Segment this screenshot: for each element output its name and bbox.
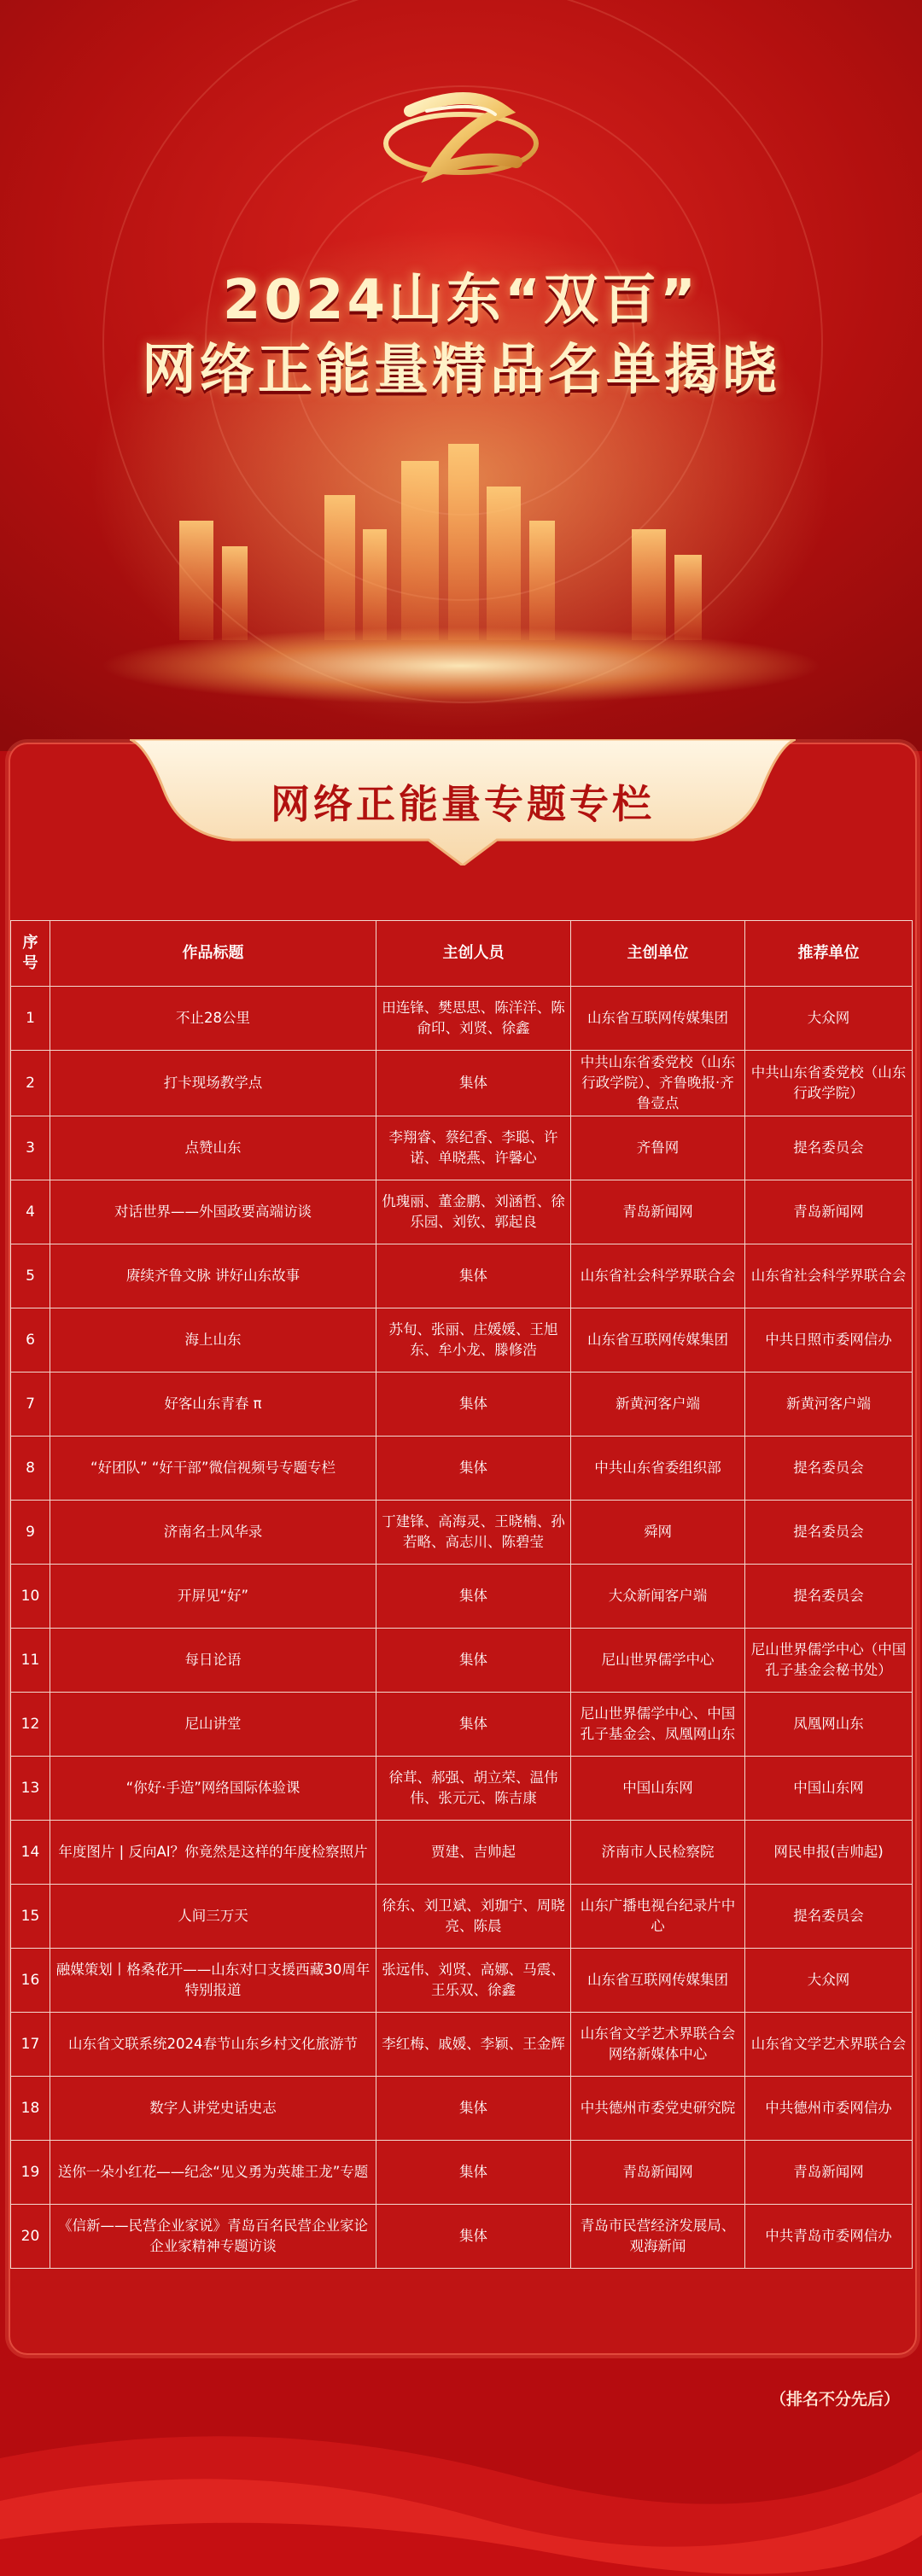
cell-index: 5: [11, 1244, 50, 1308]
light-glow-band: [0, 597, 922, 734]
cell-index: 10: [11, 1565, 50, 1629]
cell-recommender: 中共德州市委网信办: [745, 2077, 913, 2141]
cell-creators: 集体: [376, 1629, 571, 1693]
cell-index: 6: [11, 1308, 50, 1373]
cell-title: “好团队” “好干部”微信视频号专题专栏: [50, 1437, 376, 1501]
table-row: [11, 987, 913, 1051]
table-row: [11, 1437, 913, 1501]
cell-creators: 田连锋、樊思思、陈洋洋、陈俞印、刘贤、徐鑫: [376, 987, 571, 1051]
cell-title: 开屏见“好”: [50, 1565, 376, 1629]
cell-unit: 青岛新闻网: [571, 2141, 745, 2205]
cell-index: 19: [11, 2141, 50, 2205]
cell-recommender: 中国山东网: [745, 1757, 913, 1821]
cell-unit: 山东省互联网传媒集团: [571, 987, 745, 1051]
ranking-note: （排名不分先后）: [769, 2390, 900, 2409]
column-header-index: 序号: [11, 921, 50, 987]
cell-title: 赓续齐鲁文脉 讲好山东故事: [50, 1244, 376, 1308]
cell-creators: 贾建、吉帅起: [376, 1821, 571, 1885]
table-row: [11, 1180, 913, 1244]
cell-recommender: 大众网: [745, 1949, 913, 2013]
table-header-row: [11, 921, 913, 987]
decorative-bottom-waves: [0, 2356, 922, 2576]
cell-recommender: 提名委员会: [745, 1885, 913, 1949]
cell-recommender: 中共山东省委党校（山东行政学院）: [745, 1051, 913, 1116]
table-row: [11, 1693, 913, 1757]
cell-title: 对话世界——外国政要高端访谈: [50, 1180, 376, 1244]
cell-index: 1: [11, 987, 50, 1051]
cell-index: 18: [11, 2077, 50, 2141]
cell-recommender: 凤凰网山东: [745, 1693, 913, 1757]
cell-title: 每日论语: [50, 1629, 376, 1693]
cell-recommender: 青岛新闻网: [745, 2141, 913, 2205]
column-header-title: 作品标题: [50, 921, 376, 987]
cell-title: 《信新——民营企业家说》青岛百名民营企业家论企业家精神专题访谈: [50, 2205, 376, 2269]
cell-title: 山东省文联系统2024春节山东乡村文化旅游节: [50, 2013, 376, 2077]
table-row: [11, 2141, 913, 2205]
cell-recommender: 尼山世界儒学中心（中国孔子基金会秘书处）: [745, 1629, 913, 1693]
column-header-creators: 主创人员: [376, 921, 571, 987]
cell-creators: 徐茸、郝强、胡立荣、温伟伟、张元元、陈吉康: [376, 1757, 571, 1821]
cell-creators: 徐东、刘卫斌、刘珈宁、周晓亮、陈晨: [376, 1885, 571, 1949]
cell-recommender: 网民申报(吉帅起): [745, 1821, 913, 1885]
cell-title: 送你一朵小红花——纪念“见义勇为英雄王龙”专题: [50, 2141, 376, 2205]
cell-unit: 山东省社会科学界联合会: [571, 1244, 745, 1308]
cell-creators: 集体: [376, 1437, 571, 1501]
cell-index: 13: [11, 1757, 50, 1821]
cell-unit: 青岛市民营经济发展局、观海新闻: [571, 2205, 745, 2269]
cell-creators: 李翔睿、蔡纪香、李聪、许诺、单晓燕、许馨心: [376, 1116, 571, 1180]
table-row: [11, 1757, 913, 1821]
cell-creators: 集体: [376, 1051, 571, 1116]
cell-unit: 新黄河客户端: [571, 1373, 745, 1437]
cell-unit: 济南市人民检察院: [571, 1821, 745, 1885]
cell-recommender: 提名委员会: [745, 1501, 913, 1565]
column-header-recommender: 推荐单位: [745, 921, 913, 987]
page-title-line2: 网络正能量精品名单揭晓: [142, 339, 780, 402]
table-row: [11, 1821, 913, 1885]
cell-title: 融媒策划丨格桑花开——山东对口支援西藏30周年特别报道: [50, 1949, 376, 2013]
cell-creators: 集体: [376, 1373, 571, 1437]
cell-unit: 中国山东网: [571, 1757, 745, 1821]
cell-recommender: 提名委员会: [745, 1116, 913, 1180]
cell-unit: 青岛新闻网: [571, 1180, 745, 1244]
cell-unit: 山东省互联网传媒集团: [571, 1308, 745, 1373]
cell-index: 4: [11, 1180, 50, 1244]
table-row: [11, 1051, 913, 1116]
cell-recommender: 新黄河客户端: [745, 1373, 913, 1437]
cell-index: 15: [11, 1885, 50, 1949]
cell-index: 11: [11, 1629, 50, 1693]
cell-recommender: 山东省文学艺术界联合会: [745, 2013, 913, 2077]
cell-title: 海上山东: [50, 1308, 376, 1373]
cell-index: 12: [11, 1693, 50, 1757]
cell-creators: 张远伟、刘贤、高娜、马震、王乐双、徐鑫: [376, 1949, 571, 2013]
cell-title: 数字人讲党史话史志: [50, 2077, 376, 2141]
table-row: [11, 2013, 913, 2077]
table-row: [11, 1501, 913, 1565]
cell-unit: 山东省文学艺术界联合会网络新媒体中心: [571, 2013, 745, 2077]
cell-index: 14: [11, 1821, 50, 1885]
cell-title: 好客山东青春 π: [50, 1373, 376, 1437]
cell-recommender: 中共日照市委网信办: [745, 1308, 913, 1373]
cell-title: 年度图片 | 反向AI？你竟然是这样的年度检察照片: [50, 1821, 376, 1885]
golden-ribbon-logo-icon: [376, 77, 546, 205]
cell-title: 打卡现场教学点: [50, 1051, 376, 1116]
cell-title: 点赞山东: [50, 1116, 376, 1180]
cell-index: 8: [11, 1437, 50, 1501]
table-row: [11, 1308, 913, 1373]
table-row: [11, 1244, 913, 1308]
section-title: 网络正能量专题专栏: [271, 781, 655, 827]
table-row: [11, 1885, 913, 1949]
cell-unit: 中共德州市委党史研究院: [571, 2077, 745, 2141]
cell-index: 9: [11, 1501, 50, 1565]
cell-index: 17: [11, 2013, 50, 2077]
cell-title: 不止28公里: [50, 987, 376, 1051]
cell-creators: 集体: [376, 2077, 571, 2141]
cell-index: 7: [11, 1373, 50, 1437]
cell-index: 2: [11, 1051, 50, 1116]
table-row: [11, 1373, 913, 1437]
cell-creators: 集体: [376, 1244, 571, 1308]
cell-recommender: 提名委员会: [745, 1437, 913, 1501]
cell-creators: 集体: [376, 2141, 571, 2205]
cell-unit: 山东省互联网传媒集团: [571, 1949, 745, 2013]
cell-index: 20: [11, 2205, 50, 2269]
works-table: [10, 920, 913, 2269]
page-title-line1: 2024山东“双百”: [222, 269, 700, 332]
cell-title: 尼山讲堂: [50, 1693, 376, 1757]
table-row: [11, 2077, 913, 2141]
cell-recommender: 青岛新闻网: [745, 1180, 913, 1244]
cell-creators: 仇瑰丽、董金鹏、刘涵哲、徐乐园、刘钦、郭起良: [376, 1180, 571, 1244]
hero-banner: [0, 0, 922, 751]
cell-creators: 集体: [376, 1565, 571, 1629]
cell-unit: 山东广播电视台纪录片中心: [571, 1885, 745, 1949]
cell-recommender: 提名委员会: [745, 1565, 913, 1629]
table-row: [11, 1629, 913, 1693]
cell-creators: 李红梅、戚媛、李颖、王金辉: [376, 2013, 571, 2077]
table-row: [11, 1565, 913, 1629]
table-row: [11, 1949, 913, 2013]
cell-recommender: 中共青岛市委网信办: [745, 2205, 913, 2269]
cell-index: 3: [11, 1116, 50, 1180]
cell-unit: 中共山东省委组织部: [571, 1437, 745, 1501]
column-header-unit: 主创单位: [571, 921, 745, 987]
table-row: [11, 1116, 913, 1180]
cell-unit: 尼山世界儒学中心: [571, 1629, 745, 1693]
cell-title: 人间三万天: [50, 1885, 376, 1949]
cell-title: 济南名士风华录: [50, 1501, 376, 1565]
table-row: [11, 2205, 913, 2269]
cell-index: 16: [11, 1949, 50, 2013]
cell-unit: 齐鲁网: [571, 1116, 745, 1180]
cell-recommender: 山东省社会科学界联合会: [745, 1244, 913, 1308]
cell-creators: 集体: [376, 1693, 571, 1757]
cell-unit: 中共山东省委党校（山东行政学院）、齐鲁晚报·齐鲁壹点: [571, 1051, 745, 1116]
cell-unit: 尼山世界儒学中心、中国孔子基金会、凤凰网山东: [571, 1693, 745, 1757]
cell-recommender: 大众网: [745, 987, 913, 1051]
cell-title: “你好·手造”网络国际体验课: [50, 1757, 376, 1821]
cell-creators: 丁建锋、高海灵、王晓楠、孙若略、高志川、陈碧莹: [376, 1501, 571, 1565]
cell-unit: 舜网: [571, 1501, 745, 1565]
cell-creators: 苏旬、张丽、庄媛媛、王旭东、牟小龙、滕修浩: [376, 1308, 571, 1373]
cell-unit: 大众新闻客户端: [571, 1565, 745, 1629]
cell-creators: 集体: [376, 2205, 571, 2269]
